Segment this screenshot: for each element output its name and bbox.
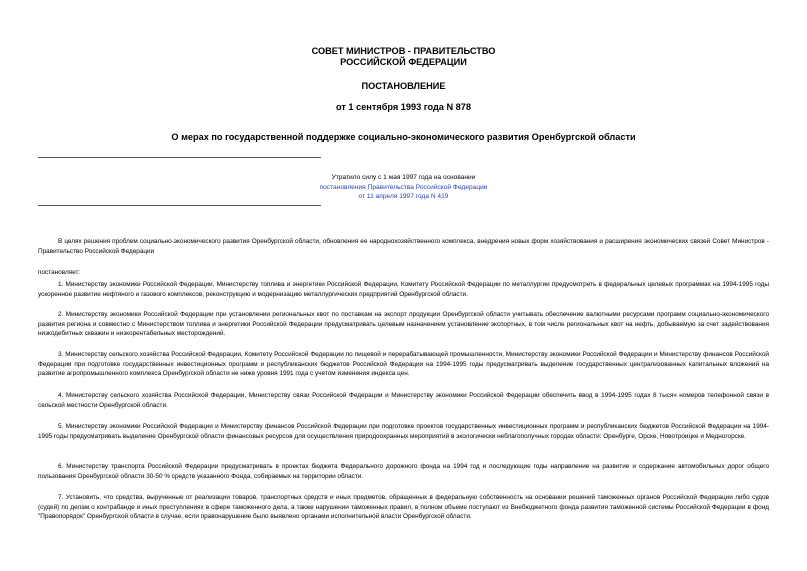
issuer-line-2: РОССИЙСКОЙ ФЕДЕРАЦИИ <box>340 57 467 67</box>
lapsed-note-link-line-1[interactable]: постановления Правительства Российской Федерации <box>319 183 488 191</box>
preamble-paragraph: В целях решения проблем социально-экономического развития Оренбургской области, обновления ее народнохозяйственного комплекса, внедрения новых форм хозяйствования и расширения экономических связей Совет Министров - Правительство Российской Федерации <box>38 238 769 255</box>
divider-bottom <box>38 205 321 206</box>
resolves-label: постановляет: <box>38 269 81 276</box>
lapsed-note-text: Утратило силу с 1 мая 1997 года на основании <box>331 174 476 181</box>
clause-2: 2. Министерству экономики Российской Федерации при установлении региональных квот по поставкам на экспорт продукции Оренбургской области учитывать обеспечение валютными ресурсами программ социально-экономического развития региона и совместно с Министерством топлива и энергетики Российской Федерации предусматривать целевым назначением установление экспортных, в том числе региональных квот на нефть, добываемую за счет задействования низкодебитных скважин и низкорентабельных месторождений. <box>38 311 769 338</box>
clause-3: 3. Министерству сельского хозяйства Российской Федерации, Комитету Российской Федерации по пищевой и перерабатывающей промышленности, Министерству экономики Российской Федерации и Министерству финансов Российской Федерации при подготовке государственных инвестиционных программ и республиканских бюджетов Российской Федерации на 1994-1995 годы предусматривать выделение государственных централизованных капитальных вложений на развитие агропромышленного комплекса Оренбургской области не ниже уровня 1991 года с учетом изменения индекса цен. <box>38 351 769 378</box>
clause-4: 4. Министерству сельского хозяйства Российской Федерации, Министерству связи Российской Федерации и Министерству экономики Российской Федерации обеспечить ввод в 1994-1995 годах 8 тысяч номеров телефонной связи в сельской местности Оренбургской области. <box>38 392 769 409</box>
lapsed-note-link-line-2[interactable]: от 11 апреля 1997 года N 419 <box>358 193 449 201</box>
lapsed-note <box>38 173 769 202</box>
document-title: О мерах по государственной поддержке социально-экономического развития Оренбургской области <box>171 132 636 142</box>
document-type: ПОСТАНОВЛЕНИЕ <box>361 81 446 91</box>
divider-top <box>38 157 321 158</box>
clause-5: 5. Министерству экономики Российской Федерации и Министерству финансов Российской Федерации при подготовке проектов государственных инвестиционных программ и республиканских бюджетов Российской Федерации на 1994-1995 годы предусматривать выделение Оренбургской области финансовых ресурсов для осуществления природоохранных мероприятий в экологически неблагополучных городах области: Оренбурге, Орске, Новотроицке и Медногорске. <box>38 423 769 440</box>
clause-7: 7. Установить, что средства, вырученные от реализации товаров, транспортных средств и иных предметов, обращенных в федеральную собственность на основании решений таможенных органов Российской Федерации либо судов (судей) по делам о контрабанде и иных преступлениях в сфере таможенного дела, а также нарушении таможенных правил, в полном объеме поступают из Внебюджетного фонда развития таможенной системы Российской Федерации в фонд "Правопорядок" Оренбургской области в случае, если правонарушение было выявлено органами исполнительной власти Оренбургской области. <box>38 494 769 521</box>
issuer-line-1: СОВЕТ МИНИСТРОВ - ПРАВИТЕЛЬСТВО <box>311 46 496 56</box>
document-date-number: от 1 сентября 1993 года N 878 <box>335 102 471 112</box>
clause-1: 1. Министерству экономики Российской Федерации, Министерству топлива и энергетики Российской Федерации, Комитету Российской Федерации по металлургии предусмотреть в федеральных целевых программах на 1994-1995 годы ускоренное развитие нефтяного и газового комплексов, реконструкцию и модернизацию металлургических предприятий Оренбургской области. <box>38 281 769 298</box>
clause-6: 6. Министерству транспорта Российской Федерации предусматривать в проектах бюджета Федерального дорожного фонда на 1994 год и последующие годы направление на развитие и содержание автомобильных дорог общего пользования Оренбургской области 30-50 % средств указанного Фонда, собираемых на территории области. <box>38 463 769 480</box>
